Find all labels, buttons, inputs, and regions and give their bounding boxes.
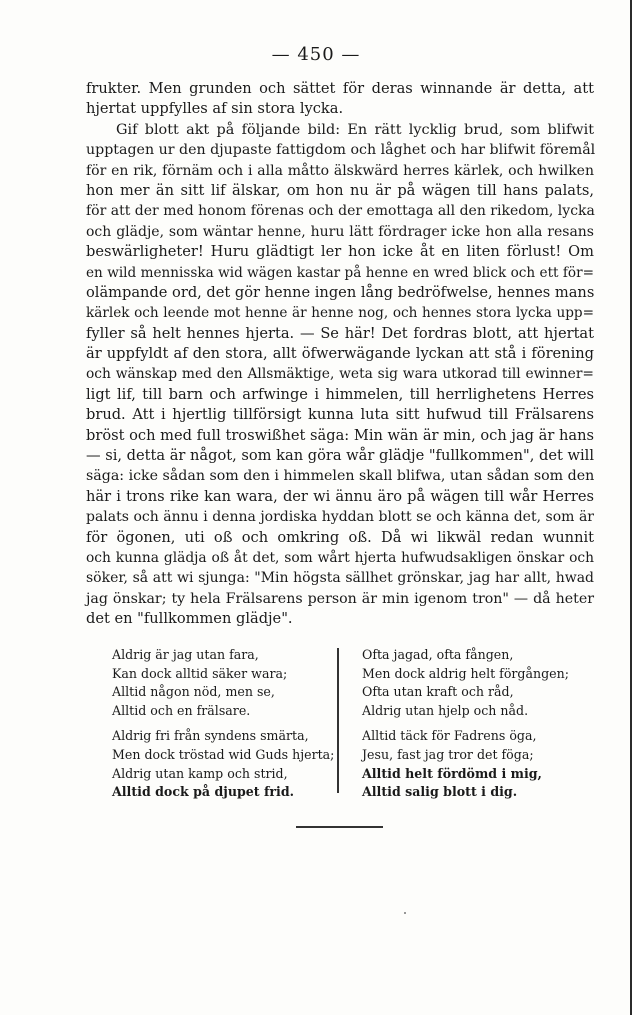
verse-column-right bbox=[362, 646, 567, 809]
text-line: bröst och med full troswißhet säga: Min wän är min, och jag är hans bbox=[86, 426, 594, 444]
verse-line: Alltid täck för Fadrens öga, bbox=[362, 728, 537, 744]
text-line: ligt lif, till barn och arfwinge i himmelen, till herrlighetens Herres bbox=[86, 385, 594, 403]
text-line: — si, detta är något, som kan göra wår glädje "fullkommen", det will bbox=[86, 447, 594, 465]
text-line: här i trons rike kan wara, der wi ännu äro på wägen till wår Herres bbox=[86, 487, 594, 505]
text-line: kärlek och leende mot henne är henne nog, och hennes stora lycka upp= bbox=[86, 305, 594, 322]
verse-line: Alltid salig blott i dig. bbox=[362, 784, 518, 800]
verse-stanza bbox=[362, 646, 567, 720]
verse-column-left bbox=[112, 646, 342, 809]
text-line: en wild mennisska wid wägen kastar på henne en wred blick och ett för= bbox=[86, 264, 594, 281]
verse-line: Aldrig fri från syndens smärta, bbox=[112, 728, 309, 744]
verse-line: Alltid och en frälsare. bbox=[112, 702, 251, 718]
column-divider bbox=[337, 648, 339, 793]
text-line: och kunna glädja oß åt det, som wårt hjerta hufwudsakligen önskar och bbox=[86, 549, 594, 566]
verse-line: Kan dock alltid säker wara; bbox=[112, 665, 288, 681]
text-line: beswärligheter! Huru glädtigt ler hon icke åt en liten förlust! Om bbox=[86, 243, 594, 261]
text-line: är uppfyldt af den stora, allt öfwerwägande lyckan att stå i förening bbox=[86, 345, 594, 363]
text-line: för att der med honom förenas och der emottaga all den rikedom, lycka bbox=[86, 203, 595, 220]
section-rule bbox=[296, 826, 383, 828]
text-line: och glädje, som wäntar henne, huru lätt fördrager icke hon alla resans bbox=[86, 223, 594, 240]
verse-line: Aldrig utan kamp och strid, bbox=[112, 765, 288, 781]
text-line: upptagen ur den djupaste fattigdom och låghet och har blifwit föremål bbox=[86, 142, 596, 159]
paper-speck bbox=[404, 912, 406, 914]
verse-line: Ofta utan kraft och råd, bbox=[362, 684, 514, 700]
verse-line: Alltid någon nöd, men se, bbox=[112, 684, 275, 700]
text-line: jag önskar; ty hela Frälsarens person är min igenom tron" — då heter bbox=[86, 590, 594, 607]
text-line: och wänskap med den Allsmäktige, weta sig wara utkorad till ewinner= bbox=[86, 366, 594, 383]
verse-line: Alltid helt fördömd i mig, bbox=[362, 765, 542, 781]
text-line: hjertat uppfylles af sin stora lycka. bbox=[86, 100, 344, 118]
text-line: brud. Att i hjertlig tillförsigt kunna luta sitt hufwud till Frälsarens bbox=[86, 406, 594, 424]
text-line: för en rik, förnäm och i alla måtto älskwärd herres kärlek, och hwilken bbox=[86, 162, 594, 179]
text-line: söker, så att wi sjunga: "Min högsta sällhet grönskar, jag har allt, hwad bbox=[86, 570, 594, 587]
verse-line: Jesu, fast jag tror det föga; bbox=[362, 746, 534, 762]
verse-stanza bbox=[112, 646, 342, 720]
body-paragraph bbox=[86, 79, 594, 630]
page-number: — 450 — bbox=[271, 44, 361, 65]
verse-line: Ofta jagad, ofta fången, bbox=[362, 647, 514, 662]
verse-line: Alltid dock på djupet frid. bbox=[112, 784, 295, 800]
verse-line: Men dock tröstad wid Guds hjerta; bbox=[112, 746, 335, 762]
text-line: det en "fullkommen glädje". bbox=[86, 610, 293, 628]
text-line: fyller så helt hennes hjerta. — Se här! Det fordras blott, att hjertat bbox=[86, 324, 594, 342]
verse-line: Aldrig utan hjelp och nåd. bbox=[362, 702, 529, 718]
verse-stanza bbox=[112, 727, 342, 801]
text-line: hon mer än sitt lif älskar, om hon nu är på wägen till hans palats, bbox=[86, 181, 594, 199]
text-line: olämpande ord, det gör henne ingen lång bedröfwelse, hennes mans bbox=[86, 283, 595, 301]
text-line: för ögonen, uti oß och omkring oß. Då wi likwäl redan wunnit bbox=[86, 528, 594, 546]
text-line: palats och ännu i denna jordiska hyddan blott se och känna det, som är bbox=[86, 509, 594, 526]
text-line: säga: icke sådan som den i himmelen skall blifwa, utan sådan som den bbox=[86, 468, 595, 485]
text-line: frukter. Men grunden och sättet för deras winnande är detta, att bbox=[86, 80, 594, 97]
verse-line: Aldrig är jag utan fara, bbox=[112, 647, 259, 662]
verse-stanza bbox=[362, 727, 567, 801]
text-line: Gif blott akt på följande bild: En rätt lycklig brud, som blifwit bbox=[116, 121, 594, 138]
verse-line: Men dock aldrig helt förgången; bbox=[362, 665, 569, 681]
